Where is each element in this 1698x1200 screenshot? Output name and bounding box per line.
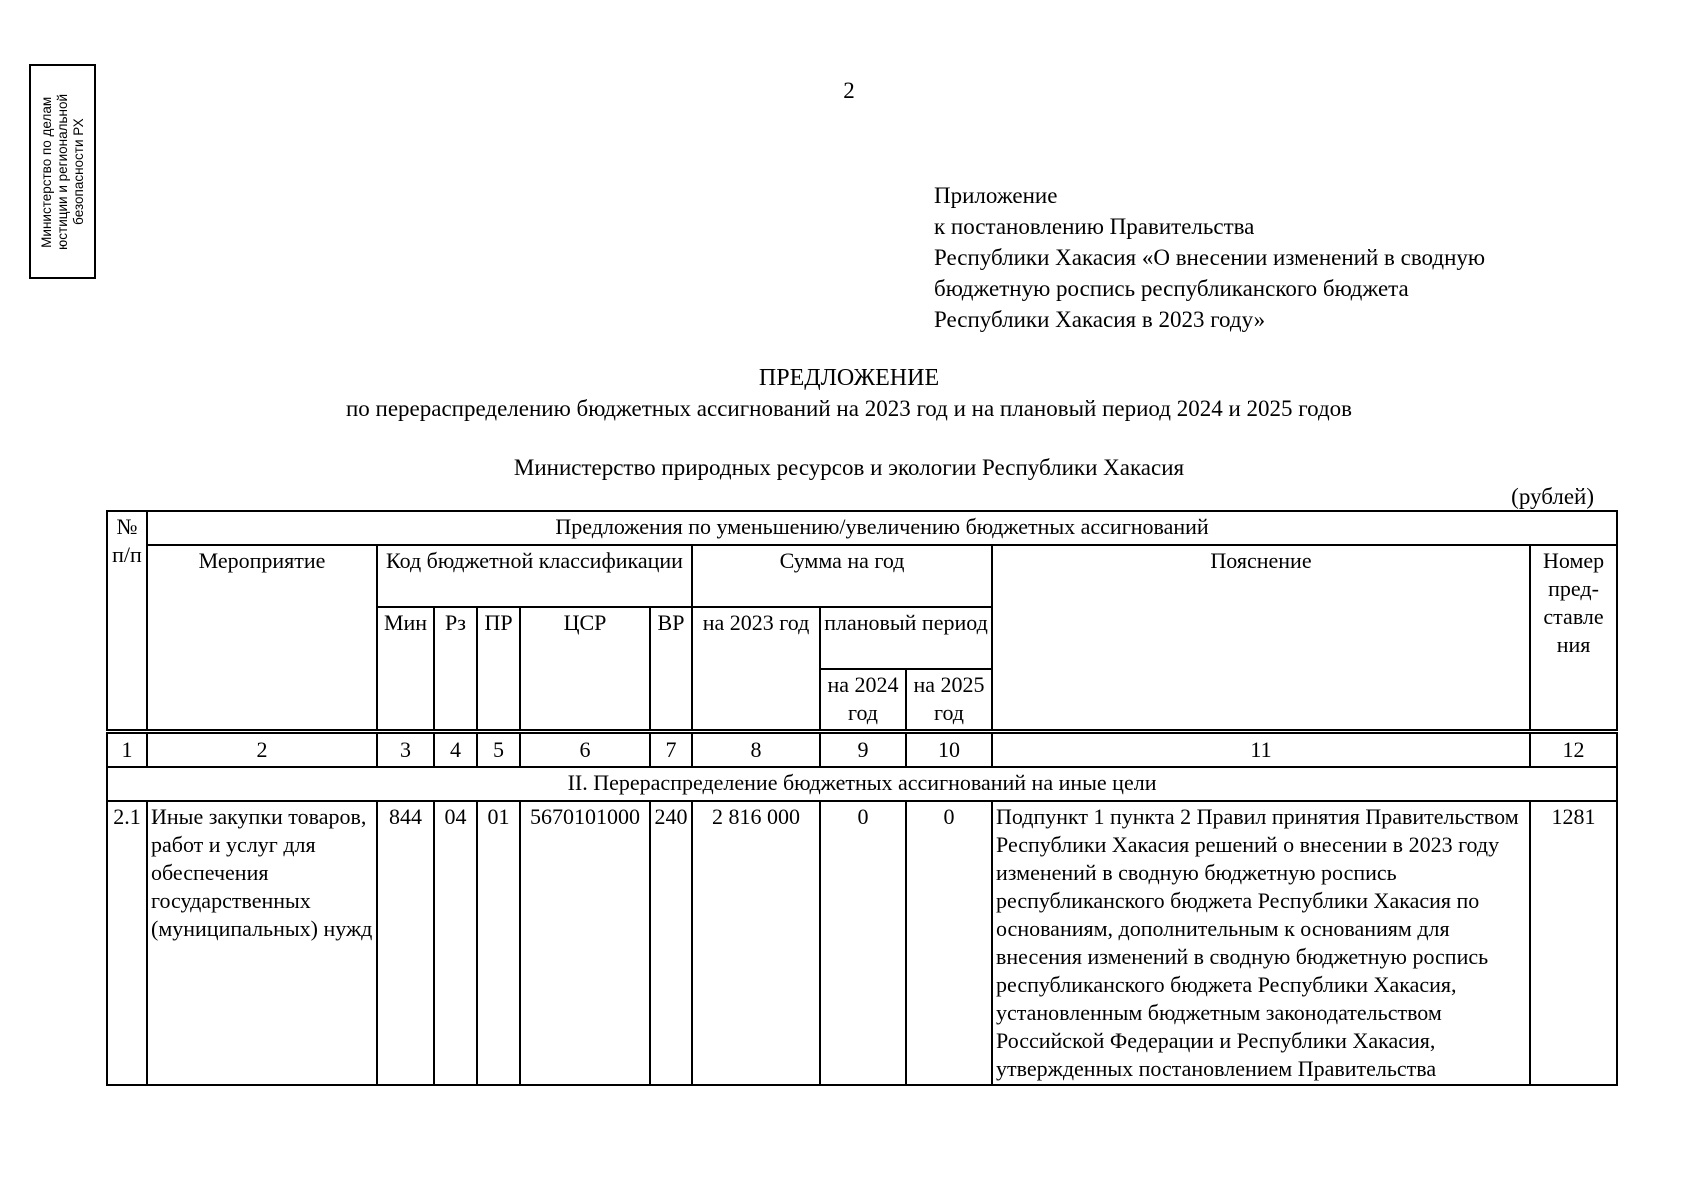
header-y2025: на 2025 год (906, 669, 992, 731)
column-number: 11 (992, 731, 1530, 767)
row-min: 844 (377, 801, 434, 1085)
row-vr: 240 (650, 801, 692, 1085)
header-vr: ВР (650, 607, 692, 731)
header-pr: ПР (477, 607, 520, 731)
document-title: ПРЕДЛОЖЕНИЕ (758, 365, 940, 391)
column-number: 3 (377, 731, 434, 767)
ministry-name: Министерство природных ресурсов и экологии Республики Хакасия (513, 455, 1185, 480)
row-sum-2025: 0 (906, 801, 992, 1085)
header-rz: Рз (434, 607, 477, 731)
column-number: 1 (107, 731, 147, 767)
header-sum: Сумма на год (692, 545, 992, 607)
stamp-text: Министерство по делам юстиции и региональной безопасности РХ (38, 93, 86, 250)
column-number: 7 (650, 731, 692, 767)
column-number: 5 (477, 731, 520, 767)
column-number: 9 (820, 731, 906, 767)
header-planned-period: плановый период (820, 607, 992, 669)
header-measure: Мероприятие (147, 545, 377, 731)
column-number: 8 (692, 731, 820, 767)
header-submission-no: Номер пред-ставле ния (1530, 545, 1617, 731)
row-num: 2.1 (107, 801, 147, 1085)
units-label: (рублей) (1511, 484, 1594, 509)
row-rz: 04 (434, 801, 477, 1085)
column-number: 10 (906, 731, 992, 767)
header-proposals: Предложения по уменьшению/увеличению бюджетных ассигнований (147, 511, 1617, 545)
row-measure: Иные закупки товаров, работ и услуг для обеспечения государственных (муниципальных) нужд (147, 801, 377, 1085)
page-number: 2 (843, 78, 855, 103)
table-row (107, 801, 1617, 1085)
header-explanation: Пояснение (992, 545, 1530, 731)
header-num: № п/п (107, 511, 147, 731)
header-code: Код бюджетной классификации (377, 545, 692, 607)
header-csr: ЦСР (520, 607, 650, 731)
row-sum-2024: 0 (820, 801, 906, 1085)
row-sum-2023: 2 816 000 (692, 801, 820, 1085)
header-y2024: на 2024 год (820, 669, 906, 731)
column-number: 4 (434, 731, 477, 767)
column-number: 2 (147, 731, 377, 767)
row-explanation: Подпункт 1 пункта 2 Правил принятия Правительством Республики Хакасия решений о внесении в 2023 году изменений в сводную бюджетную роспись республиканского бюджета Республики Хакасия по основаниям, дополнительным к основаниям для внесения изменений в сводную бюджетную роспись республиканского бюджета Республики Хакасия, установленным бюджетным законодательством Российской Федерации и Республики Хакасия, утвержденных постановлением Правительства (992, 801, 1530, 1085)
appendix-note: Приложение к постановлению Правительства Республики Хакасия «О внесении изменений в сводную бюджетную роспись республиканского бюджета Республики Хакасия в 2023 году» (934, 183, 1486, 332)
row-pr: 01 (477, 801, 520, 1085)
budget-table (106, 510, 1618, 1086)
column-number: 6 (520, 731, 650, 767)
document-subtitle: по перераспределению бюджетных ассигнований на 2023 год и на плановый период 2024 и 2025 годов (345, 396, 1353, 421)
section-heading: II. Перераспределение бюджетных ассигнований на иные цели (107, 767, 1617, 801)
row-submission-no: 1281 (1530, 801, 1617, 1085)
header-y2023: на 2023 год (692, 607, 820, 731)
row-csr: 5670101000 (520, 801, 650, 1085)
column-number: 12 (1530, 731, 1617, 767)
header-min: Мин (377, 607, 434, 731)
